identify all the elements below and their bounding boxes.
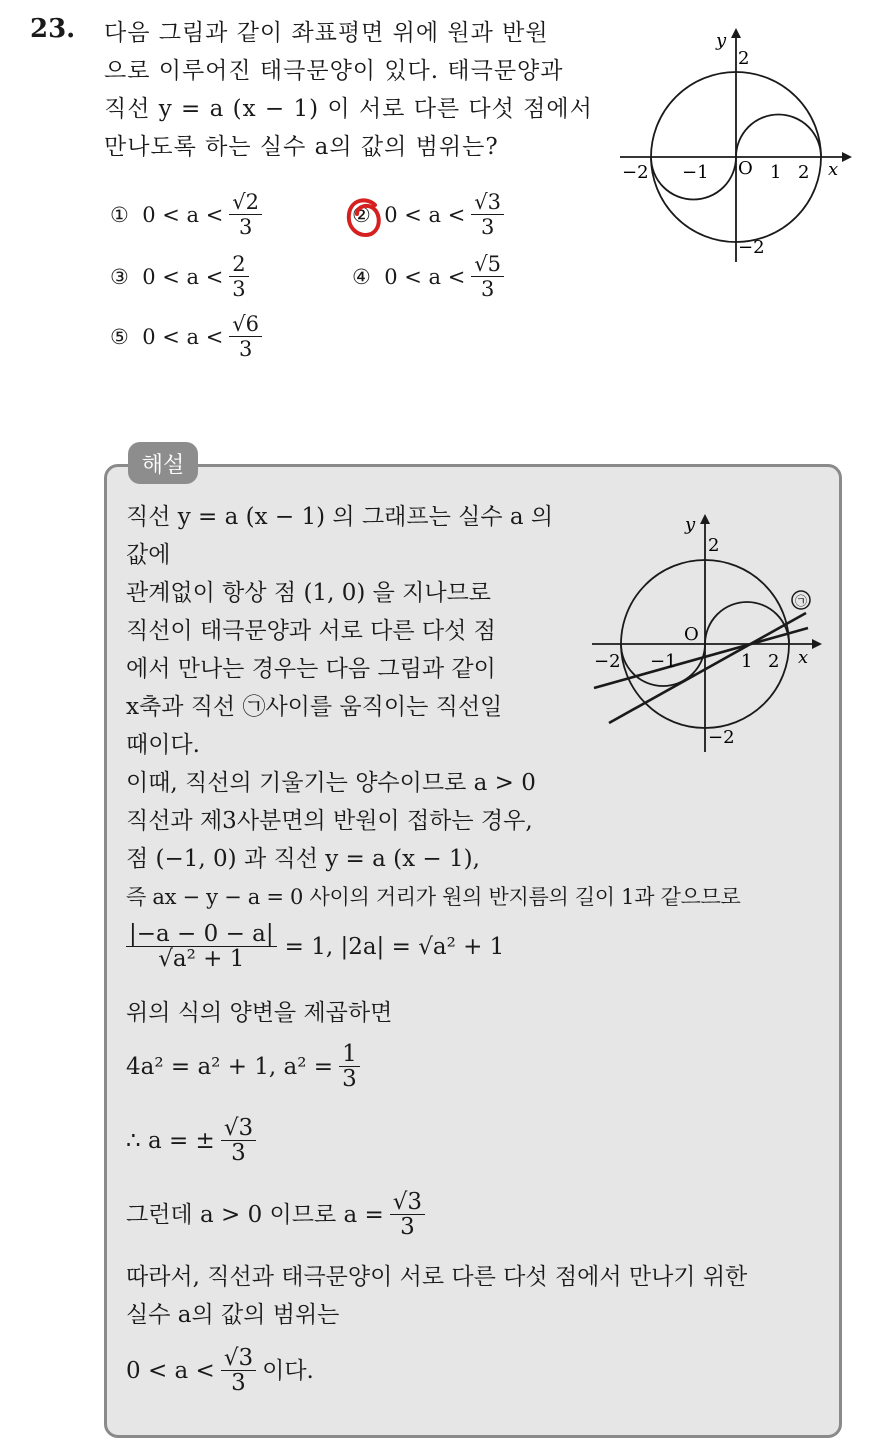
solution-line: 위의 식의 양변을 제곱하면 xyxy=(126,1000,393,1026)
tick-label: 1 xyxy=(770,162,782,183)
choice-prefix: 0 < a < xyxy=(142,264,224,289)
eq-denominator: 3 xyxy=(342,1066,357,1092)
eq-left: 4a² = a² + 1, a² = xyxy=(126,1053,334,1080)
choice-4[interactable] xyxy=(352,252,504,301)
question-text xyxy=(104,14,604,166)
taegeuk-figure xyxy=(616,26,856,266)
tick-label: −1 xyxy=(650,651,677,672)
choice-denominator: 3 xyxy=(480,215,495,239)
choice-1[interactable] xyxy=(110,190,262,239)
choice-5[interactable] xyxy=(110,312,262,361)
choice-denominator: 3 xyxy=(238,337,253,361)
eq-denominator: 3 xyxy=(231,1370,246,1396)
eq-denominator: 3 xyxy=(400,1214,415,1240)
square-equation xyxy=(126,1042,360,1091)
eq-numerator: √3 xyxy=(390,1190,425,1215)
distance-equation xyxy=(126,922,504,971)
choice-mark: ⑤ xyxy=(110,324,129,349)
question-line: 으로 이루어진 태극문양이 있다. 태극문양과 xyxy=(104,58,564,84)
y-axis-label: y xyxy=(685,514,696,535)
positive-a-equation xyxy=(126,1190,425,1239)
tick-label: 2 xyxy=(798,162,810,183)
solution-line: 이때, 직선의 기울기는 양수이므로 a > 0 xyxy=(126,770,536,796)
choice-mark: ③ xyxy=(110,264,129,289)
eq-denominator: 3 xyxy=(231,1140,246,1166)
solution-figure xyxy=(588,508,824,754)
solution-line: 관계없이 항상 점 (1, 0) 을 지나므로 xyxy=(126,580,492,606)
solution-line: 직선 y = a (x − 1) 의 그래프는 실수 a 의 xyxy=(126,504,554,530)
therefore-equation xyxy=(126,1116,256,1165)
solution-line: 에서 만나는 경우는 다음 그림과 같이 xyxy=(126,656,496,682)
choice-denominator: 3 xyxy=(232,277,246,301)
choice-numerator: √2 xyxy=(229,190,262,215)
choice-mark: ④ xyxy=(352,264,371,289)
choice-3[interactable] xyxy=(110,252,249,301)
solution-badge: 해설 xyxy=(128,442,198,484)
origin-label: O xyxy=(738,158,753,179)
choice-denominator: 3 xyxy=(480,277,495,301)
eq-numerator: |−a − 0 − a| xyxy=(126,922,277,947)
eq-numerator: 1 xyxy=(339,1042,360,1067)
eq-left: ∴ a = ± xyxy=(126,1127,215,1154)
question-line: 다음 그림과 같이 좌표평면 위에 원과 반원 xyxy=(104,20,549,46)
solution-line: 즉 ax − y − a = 0 사이의 거리가 원의 반지름의 길이 1과 같으므로 xyxy=(126,885,741,909)
choice-numerator: √6 xyxy=(229,312,262,337)
tick-label: 2 xyxy=(768,651,780,672)
line-mark-label: ㉠ xyxy=(795,594,808,608)
eq-numerator: √3 xyxy=(221,1346,256,1371)
x-axis-label: x xyxy=(798,647,809,668)
tick-label: −2 xyxy=(738,237,765,258)
choice-numerator: √3 xyxy=(471,190,504,215)
eq-left: 0 < a < xyxy=(126,1357,215,1384)
choice-prefix: 0 < a < xyxy=(384,202,466,227)
solution-line: 값에 xyxy=(126,542,171,568)
y-axis-label: y xyxy=(716,30,727,51)
tick-label: −2 xyxy=(708,727,735,748)
choice-prefix: 0 < a < xyxy=(142,324,224,349)
solution-line: 직선과 제3사분면의 반원이 접하는 경우, xyxy=(126,808,533,834)
tick-label: 2 xyxy=(708,535,720,556)
choice-prefix: 0 < a < xyxy=(384,264,466,289)
tick-label: −1 xyxy=(682,162,709,183)
choice-numerator: 2 xyxy=(229,252,248,277)
eq-rest: = 1, |2a| = √a² + 1 xyxy=(284,933,505,960)
eq-numerator: √3 xyxy=(221,1116,256,1141)
tick-label: 2 xyxy=(738,48,750,69)
question-number: 23. xyxy=(30,14,76,44)
eq-denominator: √a² + 1 xyxy=(158,946,245,972)
solution-line: 점 (−1, 0) 과 직선 y = a (x − 1), xyxy=(126,846,480,872)
solution-line: 따라서, 직선과 태극문양이 서로 다른 다섯 점에서 만나기 위한 xyxy=(126,1264,748,1290)
eq-right: 이다. xyxy=(262,1357,314,1384)
question-line: 직선 y = a (x − 1) 이 서로 다른 다섯 점에서 xyxy=(104,96,593,122)
tick-label: −2 xyxy=(594,651,621,672)
solution-line: 실수 a의 값의 범위는 xyxy=(126,1302,340,1328)
solution-line: 때이다. xyxy=(126,732,200,758)
origin-label: O xyxy=(684,624,699,645)
choice-prefix: 0 < a < xyxy=(142,202,224,227)
choice-numerator: √5 xyxy=(471,252,504,277)
choice-denominator: 3 xyxy=(238,215,253,239)
eq-left: 그런데 a > 0 이므로 a = xyxy=(126,1201,384,1228)
x-axis-label: x xyxy=(828,159,839,180)
answer-circle-mark xyxy=(345,196,383,242)
final-answer xyxy=(126,1346,314,1395)
solution-line: 직선이 태극문양과 서로 다른 다섯 점 xyxy=(126,618,496,644)
tick-label: 1 xyxy=(741,651,753,672)
choice-mark: ② xyxy=(352,202,371,227)
tick-label: −2 xyxy=(622,162,649,183)
solution-line: x축과 직선 ㉠사이를 움직이는 직선일 xyxy=(126,694,503,720)
choice-mark: ① xyxy=(110,202,129,227)
question-line: 만나도록 하는 실수 a의 값의 범위는? xyxy=(104,134,499,160)
